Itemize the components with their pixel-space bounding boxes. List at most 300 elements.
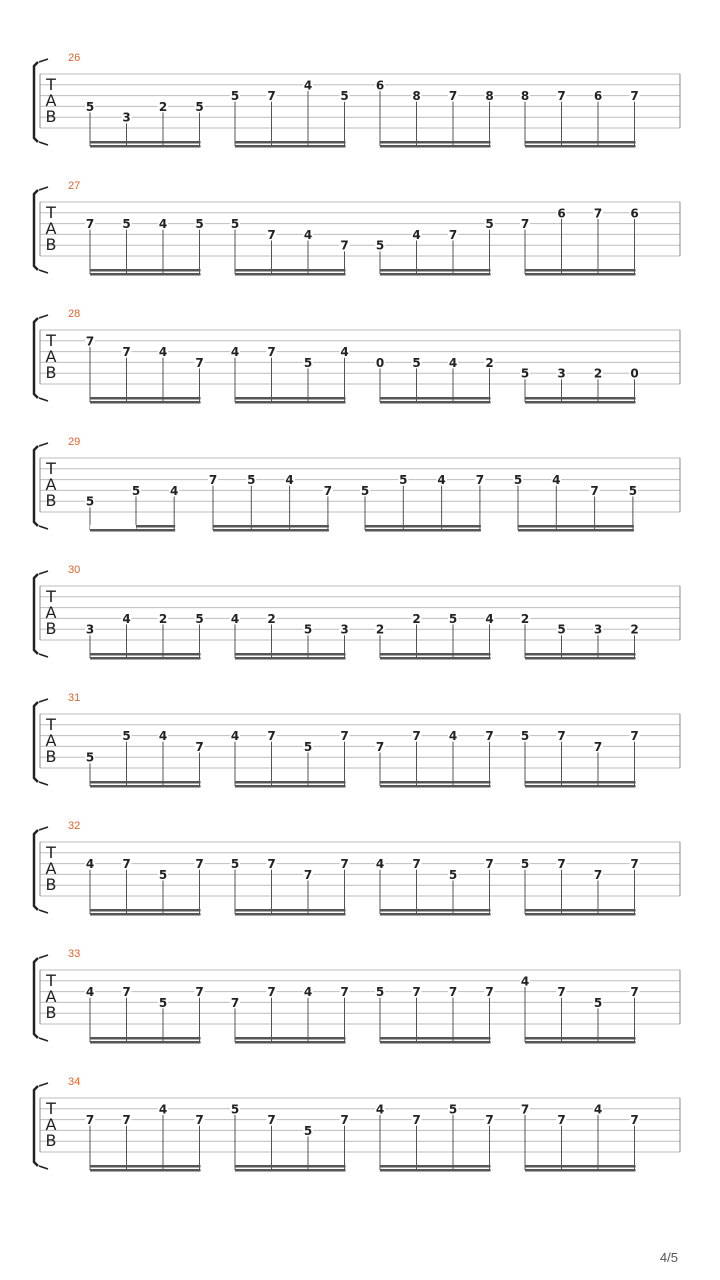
fret-number: 5 bbox=[158, 867, 168, 882]
beam-secondary bbox=[90, 1169, 201, 1172]
fret-number: 7 bbox=[267, 345, 276, 360]
beam-secondary bbox=[213, 529, 329, 532]
beam-primary bbox=[235, 781, 346, 784]
tab-system bbox=[34, 180, 680, 276]
measure-number: 26 bbox=[68, 52, 81, 64]
fret-number: 4 bbox=[375, 857, 385, 872]
fret-number: 5 bbox=[448, 611, 458, 626]
beam-primary bbox=[525, 141, 636, 144]
fret-number: 4 bbox=[85, 985, 95, 1000]
beam-primary bbox=[380, 397, 491, 400]
fret-number: 4 bbox=[285, 473, 294, 488]
fret-number: 7 bbox=[195, 857, 204, 872]
beam-secondary bbox=[525, 1041, 636, 1044]
beam-secondary bbox=[380, 1169, 491, 1172]
note-group bbox=[375, 217, 495, 275]
beam-primary bbox=[235, 269, 346, 272]
fret-number: 7 bbox=[340, 238, 349, 253]
fret-number: 5 bbox=[303, 739, 313, 754]
beam-primary bbox=[525, 1037, 636, 1040]
beam-secondary bbox=[90, 913, 201, 916]
fret-number: 7 bbox=[630, 857, 639, 872]
fret-number: 5 bbox=[131, 483, 141, 498]
tab-clef-letter: A bbox=[45, 347, 57, 366]
fret-number: 8 bbox=[412, 89, 421, 104]
beam-secondary bbox=[380, 785, 491, 788]
fret-number: 5 bbox=[513, 473, 523, 488]
beam-secondary bbox=[525, 273, 636, 276]
fret-number: 7 bbox=[340, 1113, 349, 1128]
fret-number: 3 bbox=[340, 622, 349, 637]
fret-number: 7 bbox=[630, 985, 639, 1000]
fret-number: 4 bbox=[437, 473, 446, 488]
fret-number: 7 bbox=[340, 985, 349, 1000]
tab-system bbox=[34, 948, 680, 1044]
fret-number: 7 bbox=[557, 857, 566, 872]
note-group bbox=[85, 985, 205, 1043]
fret-number: 7 bbox=[267, 89, 276, 104]
system-bracket bbox=[34, 190, 38, 270]
fret-number: 7 bbox=[85, 217, 95, 232]
fret-number: 8 bbox=[485, 89, 494, 104]
beam-secondary bbox=[235, 401, 346, 404]
tab-clef-letter: B bbox=[45, 747, 57, 766]
beam-secondary bbox=[380, 657, 491, 660]
fret-number: 4 bbox=[158, 345, 168, 360]
note-group bbox=[520, 612, 640, 660]
beam-secondary bbox=[90, 657, 201, 660]
tab-clef-letter: B bbox=[45, 875, 57, 894]
system-bracket bbox=[34, 958, 38, 1038]
fret-number: 5 bbox=[195, 99, 204, 114]
fret-number: 2 bbox=[375, 622, 385, 637]
fret-number: 7 bbox=[412, 985, 421, 1000]
note-group bbox=[520, 729, 640, 787]
bracket-top-hook bbox=[39, 443, 48, 446]
fret-number: 7 bbox=[630, 89, 639, 104]
measure-number: 30 bbox=[68, 564, 81, 576]
system-bracket bbox=[34, 318, 38, 398]
note-group bbox=[230, 729, 350, 787]
beam-secondary bbox=[90, 1041, 201, 1044]
fret-number: 5 bbox=[230, 89, 240, 104]
note-group bbox=[375, 612, 495, 660]
note-group bbox=[520, 1102, 640, 1171]
fret-number: 2 bbox=[158, 611, 168, 626]
beam-secondary bbox=[235, 657, 346, 660]
fret-number: 7 bbox=[557, 729, 566, 744]
beam-primary bbox=[380, 1165, 491, 1168]
tab-clef-letter: B bbox=[45, 363, 57, 382]
fret-number: 6 bbox=[630, 206, 639, 221]
fret-number: 7 bbox=[520, 217, 530, 232]
fret-number: 5 bbox=[375, 985, 385, 1000]
fret-number: 2 bbox=[593, 366, 603, 381]
fret-number: 7 bbox=[85, 334, 95, 349]
measure-number: 32 bbox=[68, 820, 81, 832]
fret-number: 7 bbox=[485, 857, 494, 872]
fret-number: 3 bbox=[557, 366, 566, 381]
fret-number: 5 bbox=[340, 89, 349, 104]
fret-number: 7 bbox=[520, 1102, 530, 1117]
beam-secondary bbox=[525, 657, 636, 660]
tab-clef-letter: A bbox=[45, 219, 57, 238]
note-group bbox=[230, 78, 350, 147]
tab-clef-letter: T bbox=[46, 331, 56, 350]
beam-secondary bbox=[235, 273, 346, 276]
fret-number: 7 bbox=[485, 985, 494, 1000]
bracket-top-hook bbox=[39, 571, 48, 574]
fret-number: 5 bbox=[399, 473, 408, 488]
fret-number: 7 bbox=[485, 1113, 494, 1128]
system-bracket bbox=[34, 446, 38, 526]
fret-number: 7 bbox=[475, 473, 485, 488]
tab-clef-letter: A bbox=[45, 859, 57, 878]
measure-number: 27 bbox=[68, 180, 81, 192]
fret-number: 7 bbox=[593, 206, 603, 221]
system-bracket bbox=[34, 830, 38, 910]
beam-secondary bbox=[235, 913, 346, 916]
note-group bbox=[520, 974, 640, 1043]
fret-number: 7 bbox=[412, 729, 421, 744]
bracket-top-hook bbox=[39, 315, 48, 318]
fret-number: 3 bbox=[593, 622, 603, 637]
beam-primary bbox=[235, 909, 346, 912]
beam-primary bbox=[525, 269, 636, 272]
fret-number: 5 bbox=[122, 217, 131, 232]
tab-clef-letter: B bbox=[45, 491, 57, 510]
beam-primary bbox=[235, 1037, 346, 1040]
beam-secondary bbox=[525, 785, 636, 788]
beam-secondary bbox=[90, 401, 201, 404]
fret-number: 5 bbox=[303, 1123, 313, 1138]
fret-number: 5 bbox=[195, 611, 204, 626]
fret-number: 6 bbox=[593, 89, 603, 104]
fret-number: 4 bbox=[230, 611, 240, 626]
note-group bbox=[375, 985, 495, 1043]
note-group bbox=[85, 484, 179, 533]
tab-system bbox=[34, 564, 680, 660]
fret-number: 7 bbox=[590, 483, 599, 498]
beam-primary bbox=[90, 269, 201, 272]
fret-number: 7 bbox=[85, 1113, 95, 1128]
note-group bbox=[375, 729, 495, 787]
beam-primary bbox=[90, 141, 201, 144]
tab-clef-letter: B bbox=[45, 1003, 57, 1022]
fret-number: 7 bbox=[303, 867, 313, 882]
fret-number: 5 bbox=[375, 238, 385, 253]
tab-system bbox=[34, 308, 680, 404]
fret-number: 5 bbox=[85, 494, 95, 509]
fret-number: 7 bbox=[557, 1113, 566, 1128]
fret-number: 4 bbox=[158, 729, 168, 744]
fret-number: 7 bbox=[122, 857, 131, 872]
beam-secondary bbox=[380, 401, 491, 404]
note-group bbox=[85, 612, 205, 660]
fret-number: 5 bbox=[360, 483, 370, 498]
fret-number: 2 bbox=[485, 355, 494, 370]
beam-primary bbox=[235, 397, 346, 400]
tab-clef-letter: T bbox=[46, 75, 56, 94]
fret-number: 7 bbox=[448, 985, 458, 1000]
fret-number: 7 bbox=[195, 985, 204, 1000]
bracket-bottom-hook bbox=[39, 910, 48, 913]
fret-number: 7 bbox=[593, 739, 603, 754]
beam-primary bbox=[525, 397, 636, 400]
fret-number: 7 bbox=[593, 867, 603, 882]
beam-primary bbox=[380, 653, 491, 656]
fret-number: 5 bbox=[448, 867, 458, 882]
tab-clef-letter: A bbox=[45, 987, 57, 1006]
fret-number: 7 bbox=[448, 227, 458, 242]
bracket-bottom-hook bbox=[39, 270, 48, 273]
fret-number: 5 bbox=[85, 750, 95, 765]
fret-number: 5 bbox=[448, 1102, 458, 1117]
fret-number: 7 bbox=[630, 729, 639, 744]
fret-number: 4 bbox=[85, 857, 95, 872]
tab-system bbox=[34, 52, 680, 148]
beam-primary bbox=[380, 1037, 491, 1040]
note-group bbox=[85, 217, 205, 275]
fret-number: 2 bbox=[412, 611, 421, 626]
beam-secondary bbox=[90, 785, 201, 788]
fret-number: 5 bbox=[593, 995, 603, 1010]
fret-number: 4 bbox=[303, 985, 313, 1000]
fret-number: 5 bbox=[303, 355, 313, 370]
system-bracket bbox=[34, 702, 38, 782]
fret-number: 7 bbox=[412, 857, 421, 872]
beam-partial bbox=[90, 529, 136, 532]
note-group bbox=[208, 473, 333, 531]
beam-primary bbox=[518, 525, 634, 528]
fret-number: 5 bbox=[230, 217, 240, 232]
measure-number: 34 bbox=[68, 1076, 81, 1088]
beam-secondary bbox=[235, 145, 346, 148]
fret-number: 4 bbox=[448, 355, 458, 370]
fret-number: 0 bbox=[375, 355, 385, 370]
fret-number: 7 bbox=[375, 739, 385, 754]
fret-number: 7 bbox=[195, 355, 204, 370]
beam-primary bbox=[235, 1165, 346, 1168]
system-bracket bbox=[34, 62, 38, 142]
fret-number: 5 bbox=[303, 622, 313, 637]
beam-secondary bbox=[380, 1041, 491, 1044]
tab-clef-letter: B bbox=[45, 619, 57, 638]
beam-secondary bbox=[525, 401, 636, 404]
tab-clef-letter: B bbox=[45, 1131, 57, 1150]
fret-number: 2 bbox=[158, 99, 168, 114]
beam-primary bbox=[380, 141, 491, 144]
fret-number: 7 bbox=[485, 729, 494, 744]
fret-number: 7 bbox=[412, 1113, 421, 1128]
tab-clef-letter: T bbox=[46, 203, 56, 222]
beam-secondary bbox=[90, 145, 201, 148]
fret-number: 2 bbox=[267, 611, 276, 626]
beam-primary bbox=[525, 1165, 636, 1168]
tab-clef-letter: A bbox=[45, 475, 57, 494]
beam-primary bbox=[380, 781, 491, 784]
note-group bbox=[230, 857, 350, 915]
fret-number: 4 bbox=[448, 729, 458, 744]
bracket-top-hook bbox=[39, 1083, 48, 1086]
note-group bbox=[375, 857, 495, 915]
fret-number: 4 bbox=[122, 611, 131, 626]
fret-number: 7 bbox=[208, 473, 218, 488]
beam-primary bbox=[525, 909, 636, 912]
note-group bbox=[85, 857, 205, 915]
tab-clef-letter: B bbox=[45, 235, 57, 254]
tab-clef-letter: A bbox=[45, 91, 57, 110]
measure-number: 33 bbox=[68, 948, 81, 960]
note-group bbox=[85, 729, 205, 787]
fret-number: 5 bbox=[122, 729, 131, 744]
bracket-top-hook bbox=[39, 59, 48, 62]
beam-primary bbox=[90, 397, 201, 400]
fret-number: 4 bbox=[170, 483, 179, 498]
fret-number: 4 bbox=[485, 611, 494, 626]
note-group bbox=[513, 473, 638, 531]
fret-number: 5 bbox=[628, 483, 638, 498]
fret-number: 3 bbox=[85, 622, 95, 637]
page-number: 4/5 bbox=[659, 1250, 678, 1265]
fret-number: 7 bbox=[267, 729, 276, 744]
beam-secondary bbox=[90, 273, 201, 276]
bracket-top-hook bbox=[39, 699, 48, 702]
bracket-top-hook bbox=[39, 955, 48, 958]
fret-number: 4 bbox=[412, 227, 421, 242]
tab-system bbox=[34, 692, 680, 788]
measure-number: 31 bbox=[68, 692, 81, 704]
fret-number: 7 bbox=[122, 1113, 131, 1128]
bracket-bottom-hook bbox=[39, 1166, 48, 1169]
system-bracket bbox=[34, 1086, 38, 1166]
fret-number: 7 bbox=[122, 985, 131, 1000]
fret-number: 7 bbox=[267, 985, 276, 1000]
beam-secondary bbox=[525, 145, 636, 148]
beam-primary bbox=[235, 653, 346, 656]
fret-number: 4 bbox=[303, 227, 313, 242]
fret-number: 7 bbox=[267, 857, 276, 872]
bracket-top-hook bbox=[39, 187, 48, 190]
fret-number: 4 bbox=[158, 1102, 168, 1117]
fret-number: 6 bbox=[375, 78, 385, 93]
fret-number: 7 bbox=[267, 1113, 276, 1128]
system-bracket bbox=[34, 574, 38, 654]
fret-number: 7 bbox=[340, 857, 349, 872]
beam-primary bbox=[525, 781, 636, 784]
beam-primary bbox=[90, 1165, 201, 1168]
tab-system bbox=[34, 1076, 680, 1172]
note-group bbox=[520, 206, 640, 275]
beam-secondary bbox=[235, 785, 346, 788]
tab-clef-letter: T bbox=[46, 1099, 56, 1118]
fret-number: 7 bbox=[195, 1113, 204, 1128]
beam-secondary bbox=[518, 529, 634, 532]
fret-number: 8 bbox=[520, 89, 530, 104]
fret-number: 5 bbox=[412, 355, 421, 370]
fret-number: 7 bbox=[557, 89, 566, 104]
note-group bbox=[85, 334, 205, 403]
note-group bbox=[520, 367, 640, 404]
fret-number: 4 bbox=[158, 217, 168, 232]
bracket-bottom-hook bbox=[39, 1038, 48, 1041]
bracket-bottom-hook bbox=[39, 782, 48, 785]
note-group bbox=[230, 345, 350, 403]
tab-clef-letter: T bbox=[46, 715, 56, 734]
fret-number: 5 bbox=[520, 857, 530, 872]
fret-number: 0 bbox=[630, 366, 639, 381]
fret-number: 7 bbox=[195, 739, 204, 754]
fret-number: 5 bbox=[485, 217, 494, 232]
measure-number: 28 bbox=[68, 308, 81, 320]
fret-number: 4 bbox=[593, 1102, 603, 1117]
fret-number: 7 bbox=[630, 1113, 639, 1128]
beam-secondary bbox=[525, 1169, 636, 1172]
fret-number: 5 bbox=[85, 99, 95, 114]
beam-secondary bbox=[235, 1041, 346, 1044]
fret-number: 4 bbox=[552, 473, 561, 488]
beam-primary bbox=[235, 141, 346, 144]
beam-primary bbox=[380, 909, 491, 912]
bracket-top-hook bbox=[39, 827, 48, 830]
fret-number: 5 bbox=[520, 729, 530, 744]
beam-primary bbox=[380, 269, 491, 272]
fret-number: 5 bbox=[247, 473, 256, 488]
note-group bbox=[520, 857, 640, 915]
measure-number: 29 bbox=[68, 436, 81, 448]
note-group bbox=[375, 78, 495, 147]
tab-clef-letter: T bbox=[46, 843, 56, 862]
note-group bbox=[360, 473, 485, 531]
fret-number: 7 bbox=[267, 227, 276, 242]
note-group bbox=[230, 217, 350, 275]
fret-number: 4 bbox=[230, 729, 240, 744]
beam-secondary bbox=[380, 913, 491, 916]
tab-system bbox=[34, 436, 680, 533]
tab-clef-letter: T bbox=[46, 459, 56, 478]
bracket-bottom-hook bbox=[39, 526, 48, 529]
beam-secondary bbox=[365, 529, 481, 532]
beam-secondary bbox=[235, 1169, 346, 1172]
fret-number: 2 bbox=[520, 611, 530, 626]
note-group bbox=[230, 985, 350, 1043]
note-group bbox=[375, 1102, 495, 1171]
fret-number: 4 bbox=[375, 1102, 385, 1117]
note-group bbox=[230, 612, 350, 660]
bracket-bottom-hook bbox=[39, 654, 48, 657]
tab-clef-letter: B bbox=[45, 107, 57, 126]
tab-clef-letter: T bbox=[46, 587, 56, 606]
note-group bbox=[520, 89, 640, 147]
note-group bbox=[85, 100, 205, 148]
note-group bbox=[230, 1102, 350, 1171]
beam-primary bbox=[365, 525, 481, 528]
fret-number: 4 bbox=[520, 974, 530, 989]
fret-number: 7 bbox=[557, 985, 566, 1000]
note-group bbox=[85, 1102, 205, 1171]
beam-primary bbox=[90, 781, 201, 784]
fret-number: 4 bbox=[230, 345, 240, 360]
fret-number: 4 bbox=[340, 345, 349, 360]
fret-number: 7 bbox=[340, 729, 349, 744]
bracket-bottom-hook bbox=[39, 398, 48, 401]
fret-number: 2 bbox=[630, 622, 639, 637]
fret-number: 5 bbox=[230, 1102, 240, 1117]
fret-number: 3 bbox=[122, 110, 131, 125]
beam-primary bbox=[90, 909, 201, 912]
beam-primary bbox=[90, 653, 201, 656]
fret-number: 7 bbox=[230, 995, 240, 1010]
